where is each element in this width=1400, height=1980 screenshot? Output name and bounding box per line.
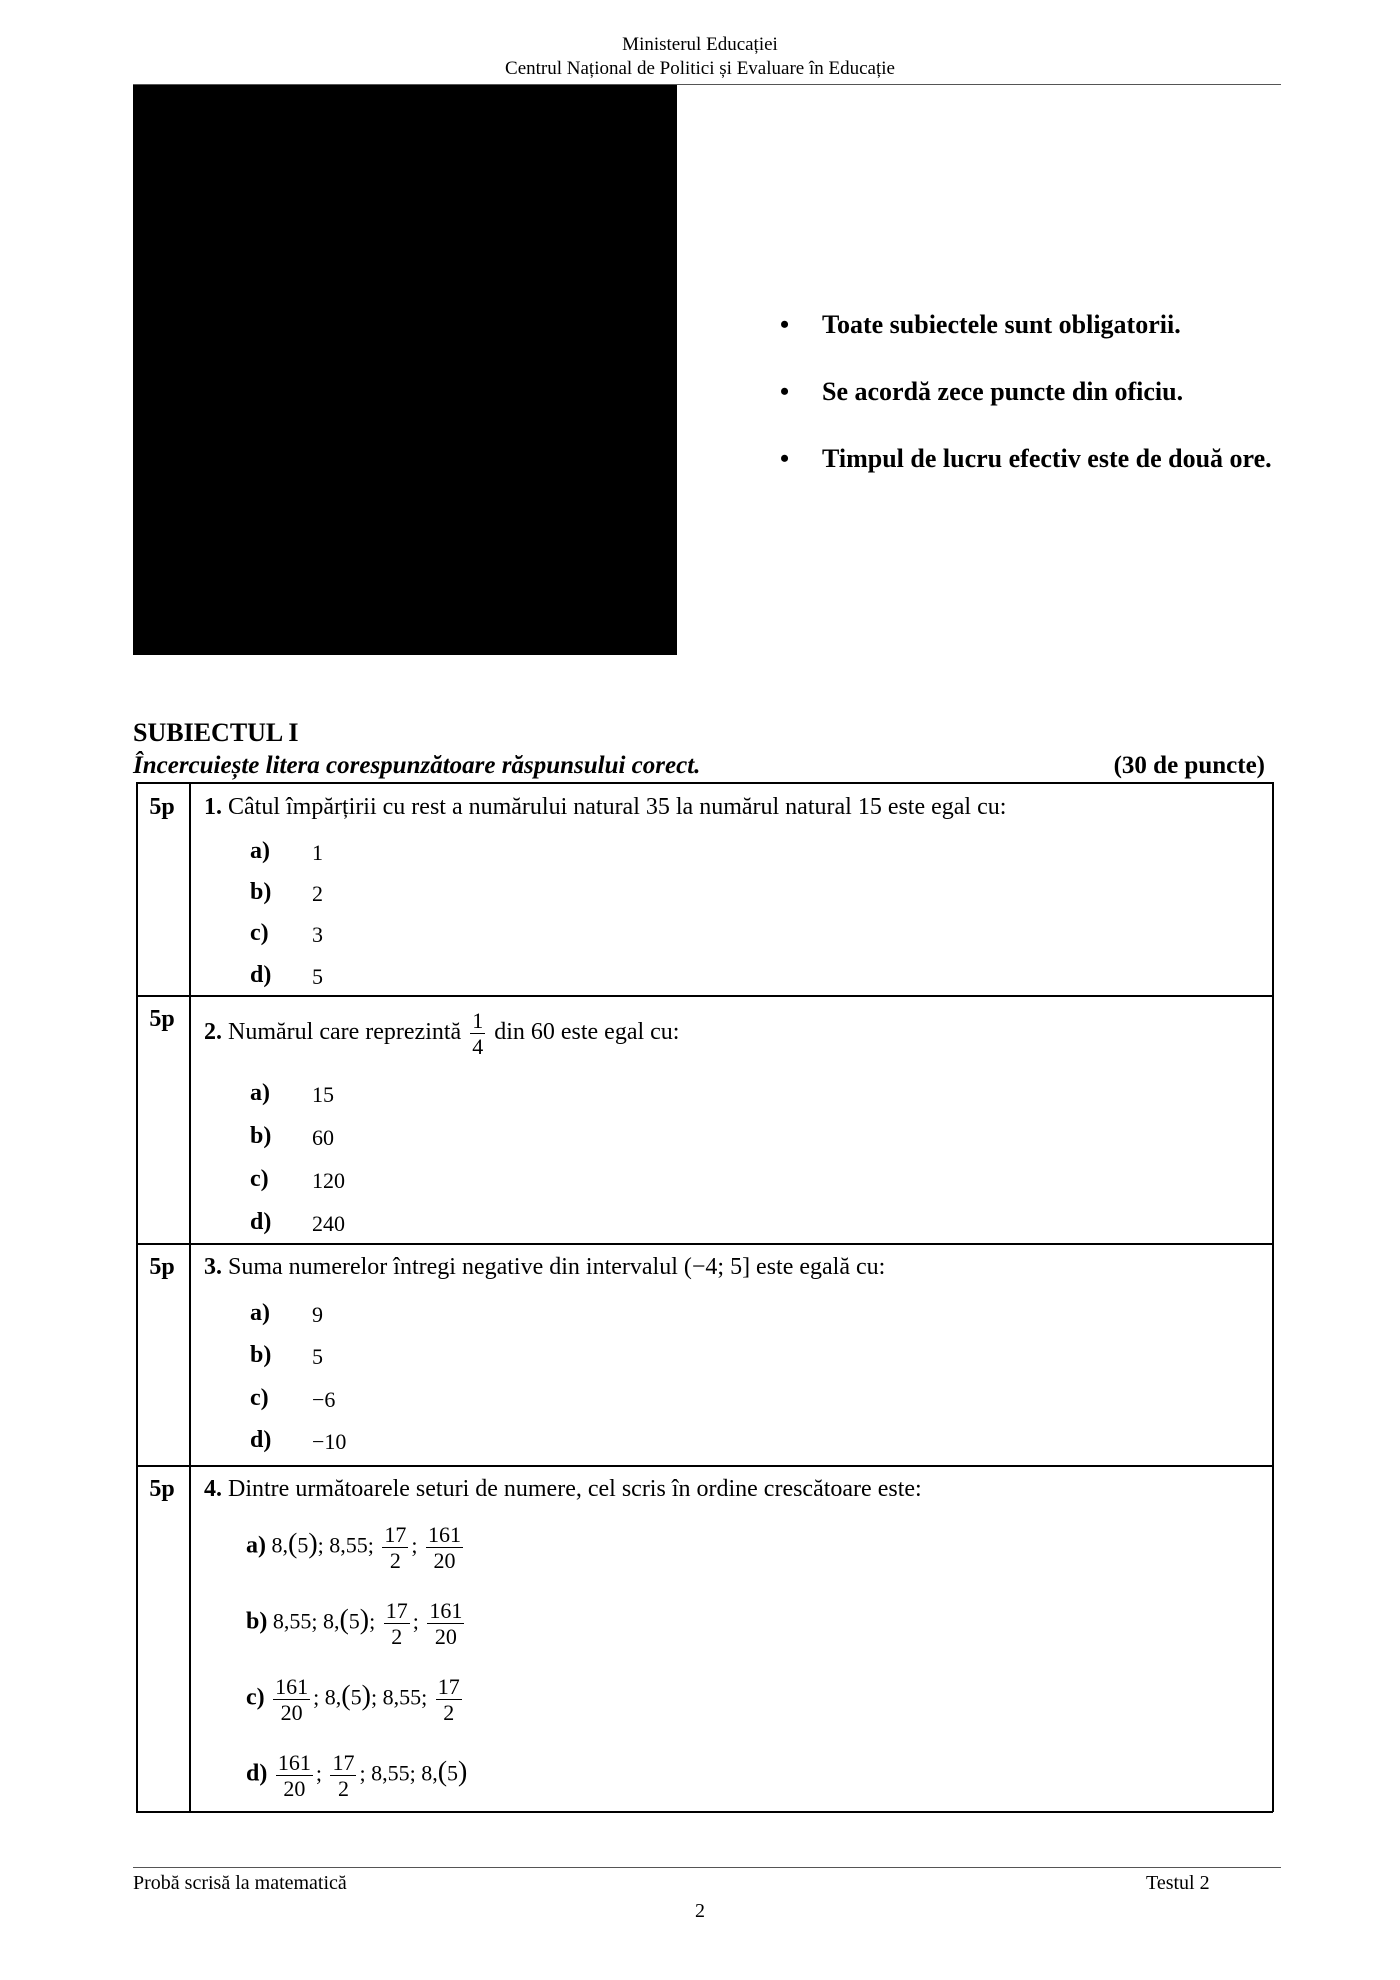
number-prefix: 8, <box>324 1684 342 1710</box>
question-4-text <box>204 1476 922 1503</box>
bullet-icon: • <box>780 310 790 339</box>
decimal-number: 8,55 <box>329 1532 368 1558</box>
separator: ; <box>315 1760 322 1786</box>
option-letter: b) <box>250 1342 272 1368</box>
fraction-numerator: 161 <box>429 1598 463 1623</box>
paren-close: ) <box>359 1604 370 1636</box>
paren-open: ( <box>339 1604 349 1636</box>
question-statement: Numărul care reprezintă <box>228 1019 462 1046</box>
separator: ; <box>313 1684 320 1710</box>
footer-test-label: Testul 2 <box>1146 1872 1210 1894</box>
number-prefix: 8, <box>421 1760 438 1786</box>
option-letter: c) <box>246 1684 265 1711</box>
fraction <box>273 1674 310 1725</box>
fraction-denominator: 2 <box>443 1700 455 1725</box>
footer-rule <box>133 1867 1281 1868</box>
table-row-divider <box>136 995 1273 997</box>
separator: ; <box>409 1760 416 1786</box>
option-b <box>246 1598 467 1649</box>
table-row-divider <box>136 1465 1273 1467</box>
paren-open: ( <box>341 1680 351 1712</box>
header-center: Centrul Național de Politici și Evaluare în Educație <box>505 58 895 79</box>
option-value: 1 <box>312 840 323 865</box>
paren-open: ( <box>288 1528 298 1560</box>
option-value: 5 <box>312 1344 323 1369</box>
separator: ; <box>359 1760 366 1786</box>
separator: ; <box>421 1684 428 1710</box>
period-digit: 5 <box>297 1532 309 1558</box>
separator: ; <box>311 1608 318 1634</box>
option-value: −10 <box>312 1429 347 1454</box>
option-letter: a) <box>250 1080 270 1106</box>
fraction-denominator: 20 <box>434 1624 457 1649</box>
option-a <box>246 1522 466 1573</box>
option-letter: c) <box>250 920 269 946</box>
table-row-divider <box>136 1243 1273 1245</box>
fraction-numerator: 161 <box>428 1522 462 1547</box>
paren-open: ( <box>437 1756 448 1788</box>
period-digit: 5 <box>350 1684 362 1710</box>
question-points: 5p <box>149 1476 175 1502</box>
fraction-numerator: 1 <box>472 1008 484 1033</box>
separator: ; <box>411 1532 418 1558</box>
period-digit: 5 <box>447 1760 459 1786</box>
question-points: 5p <box>149 1254 175 1280</box>
header-ministry: Ministerul Educației <box>622 34 778 55</box>
subject-instruction: Încercuiește litera corespunzătoare răspunsului corect. <box>133 752 701 779</box>
option-letter: c) <box>250 1166 269 1192</box>
question-number: 4. <box>204 1476 222 1502</box>
fraction <box>276 1750 313 1801</box>
decimal-number: 8,55 <box>382 1684 422 1710</box>
question-number: 1. <box>204 794 222 820</box>
option-letter: d) <box>246 1760 268 1787</box>
decimal-number: 8,55 <box>371 1760 410 1786</box>
bullet-icon: • <box>780 377 790 406</box>
paren-close: ) <box>308 1528 318 1560</box>
fraction-numerator: 17 <box>384 1522 407 1547</box>
table-border-right <box>1272 782 1274 1812</box>
option-letter: d) <box>250 1427 272 1453</box>
question-statement-end: din 60 este egal cu: <box>494 1019 680 1046</box>
separator: ; <box>317 1532 324 1558</box>
question-number: 2. <box>204 1019 222 1046</box>
question-statement: Dintre următoarele seturi de numere, cel scris în ordine crescătoare este: <box>228 1476 922 1502</box>
fraction-numerator: 17 <box>332 1750 355 1775</box>
footer-exam-name: Probă scrisă la matematică <box>133 1872 347 1894</box>
table-border-left <box>136 782 138 1812</box>
fraction <box>470 1008 485 1059</box>
option-letter: a) <box>250 838 270 864</box>
option-letter: b) <box>246 1608 268 1635</box>
fraction-numerator: 161 <box>277 1750 311 1775</box>
fraction-denominator: 20 <box>280 1700 303 1725</box>
fraction <box>426 1522 463 1573</box>
page-number: 2 <box>695 1900 705 1922</box>
decimal-number: 8,55 <box>272 1608 312 1634</box>
period-digit: 5 <box>348 1608 360 1634</box>
fraction-denominator: 4 <box>472 1034 484 1059</box>
subject-points: (30 de puncte) <box>1113 752 1265 779</box>
number-prefix: 8, <box>322 1608 340 1634</box>
separator: ; <box>367 1532 374 1558</box>
paren-close: ) <box>458 1756 468 1788</box>
option-value: 60 <box>312 1125 334 1150</box>
fraction <box>382 1522 408 1573</box>
option-letter: d) <box>250 1209 272 1235</box>
fraction <box>427 1598 464 1649</box>
fraction-denominator: 2 <box>337 1776 349 1801</box>
fraction-numerator: 17 <box>385 1598 408 1623</box>
fraction-numerator: 17 <box>437 1674 460 1699</box>
option-value: −6 <box>312 1387 336 1412</box>
table-border-bottom <box>136 1811 1273 1813</box>
option-c <box>246 1674 465 1725</box>
question-number: 3. <box>204 1254 222 1280</box>
option-value: 3 <box>312 922 323 947</box>
separator: ; <box>369 1608 376 1634</box>
option-letter: d) <box>250 962 272 988</box>
fraction-denominator: 20 <box>433 1548 456 1573</box>
question-3-text <box>204 1254 885 1281</box>
question-points: 5p <box>149 794 175 820</box>
option-d <box>246 1750 467 1801</box>
question-points: 5p <box>149 1006 175 1032</box>
separator: ; <box>370 1684 378 1710</box>
question-2-text <box>204 1008 679 1059</box>
option-letter: b) <box>250 879 272 905</box>
redacted-block <box>133 85 677 655</box>
question-statement: Câtul împărțirii cu rest a numărului natural 35 la numărul natural 15 este egal cu: <box>228 794 1007 820</box>
question-statement: Suma numerelor întregi negative din intervalul (−4; 5] este egală cu: <box>228 1254 886 1280</box>
option-letter: b) <box>250 1123 272 1149</box>
table-column-divider <box>189 782 191 1812</box>
subject-title: SUBIECTUL I <box>133 718 299 747</box>
bullet-icon: • <box>780 444 790 473</box>
option-value: 5 <box>312 964 323 989</box>
fraction <box>436 1674 462 1725</box>
fraction-denominator: 2 <box>389 1548 401 1573</box>
option-letter: a) <box>246 1532 266 1559</box>
fraction-denominator: 2 <box>391 1624 403 1649</box>
separator: ; <box>412 1608 419 1634</box>
fraction <box>384 1598 410 1649</box>
option-letter: c) <box>250 1385 269 1411</box>
fraction-numerator: 161 <box>275 1674 309 1699</box>
option-value: 240 <box>312 1211 345 1236</box>
option-letter: a) <box>250 1300 270 1326</box>
option-value: 2 <box>312 881 323 906</box>
fraction <box>330 1750 356 1801</box>
fraction-denominator: 20 <box>283 1776 306 1801</box>
number-prefix: 8, <box>271 1532 288 1558</box>
instruction-text: Toate subiectele sunt obligatorii. <box>822 310 1181 339</box>
table-border-top <box>136 782 1273 784</box>
paren-close: ) <box>361 1680 371 1712</box>
option-value: 120 <box>312 1168 345 1193</box>
option-value: 9 <box>312 1302 323 1327</box>
option-value: 15 <box>312 1082 334 1107</box>
question-1-text <box>204 794 1006 821</box>
instruction-text: Se acordă zece puncte din oficiu. <box>822 377 1184 406</box>
instruction-text: Timpul de lucru efectiv este de două ore. <box>822 444 1272 473</box>
